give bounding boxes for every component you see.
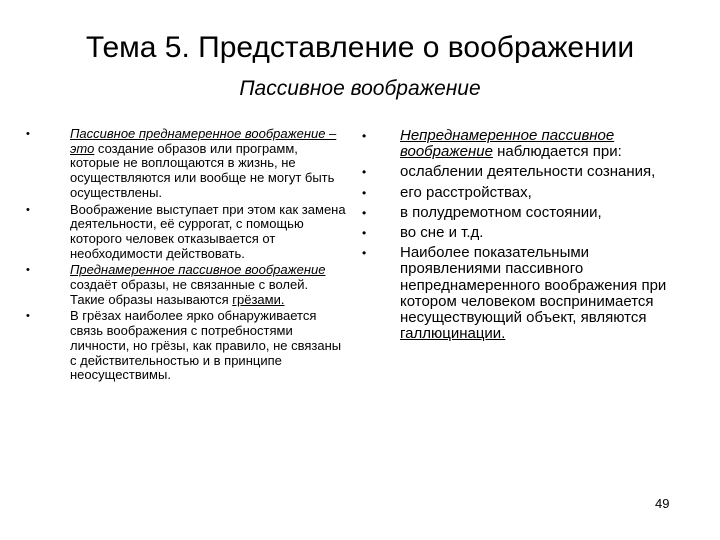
list-item <box>362 164 682 180</box>
list-item <box>362 128 682 160</box>
bullet-dot-icon: • <box>362 205 367 220</box>
list-item-text: В грёзах наиболее ярко обнаруживается связь воображения с потребностями личности, но грёзы, как правило, не связаны с действительностью и в принципе неосуществимы. <box>70 308 342 383</box>
bullet-dot-icon: • <box>362 165 367 180</box>
right-bullet-list <box>362 128 682 342</box>
page-number: 49 <box>655 496 670 511</box>
list-item <box>362 225 682 241</box>
left-bullet-list <box>26 127 346 383</box>
term-unintentional-passive: Непреднамеренное пассивное воображение <box>400 127 615 161</box>
bullet-dot-icon: • <box>26 203 30 216</box>
list-item-text: во сне и т.д. <box>400 224 484 242</box>
list-item-text: ослаблении деятельности сознания, <box>400 163 656 181</box>
list-item-text: наблюдается при: <box>492 143 622 161</box>
slide-subtitle: Пассивное воображение <box>239 77 481 100</box>
list-item <box>26 263 346 307</box>
list-item-text: Наиболее показательными проявлениями пассивного непреднамеренного воображения при котором человеком воспринимается несуществующий объект, являются <box>400 244 667 327</box>
slide-title: Тема 5. Представление о воображении <box>85 31 635 64</box>
bullet-dot-icon: • <box>26 128 30 140</box>
list-item <box>26 309 346 383</box>
list-item <box>26 127 346 201</box>
bullet-dot-icon: • <box>362 129 367 143</box>
bullet-dot-icon: • <box>362 185 367 200</box>
list-item <box>362 185 682 201</box>
bullet-dot-icon: • <box>26 310 30 323</box>
right-column <box>362 128 682 346</box>
term-intentional-passive: Преднамеренное пассивное воображение <box>70 262 326 278</box>
term-hallucinations: галлюцинации. <box>400 325 506 343</box>
bullet-dot-icon: • <box>26 264 30 277</box>
bullet-dot-icon: • <box>362 226 367 241</box>
list-item-text: создаёт образы, не связанные с волей. Такие образы называются <box>70 277 309 307</box>
left-column <box>26 127 346 385</box>
list-item <box>362 245 682 342</box>
bullet-dot-icon: • <box>362 246 367 261</box>
list-item-text: его расстройствах, <box>400 183 532 201</box>
list-item-text: создание образов или программ, которые не воплощаются в жизнь, не осуществляются или вообще не могут быть осуществлены. <box>70 140 335 200</box>
list-item-text: в полудремотном состоянии, <box>400 203 602 221</box>
list-item <box>26 203 346 262</box>
term-daydreams: грёзами. <box>232 291 285 307</box>
list-item <box>362 205 682 221</box>
term-passive-intentional: Пассивное преднамеренное воображение – это <box>70 126 337 156</box>
list-item-text: Воображение выступает при этом как замена деятельности, её суррогат, с помощью которого человек отказывается от необходимости действовать. <box>70 201 346 261</box>
